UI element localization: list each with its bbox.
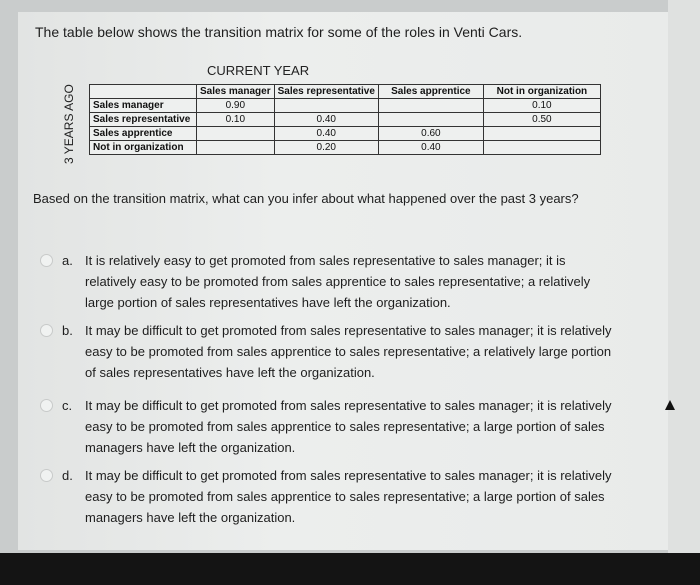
- radio-button[interactable]: [40, 254, 53, 267]
- column-axis-title: CURRENT YEAR: [207, 63, 310, 78]
- table-header-row: [90, 85, 601, 99]
- cell: [378, 99, 483, 113]
- option-text: It may be difficult to get promoted from sales representative to sales manager; it is relatively easy to be promoted from sales apprentice to sales representative; a relatively large portion of sales representatives have left the organization.: [85, 323, 612, 380]
- background-edge: [668, 0, 700, 555]
- cell: 0.40: [378, 141, 483, 155]
- option-letter: b.: [62, 323, 73, 338]
- transition-matrix: [89, 84, 601, 155]
- intro-text: The table below shows the transition matrix for some of the roles in Venti Cars.: [35, 24, 523, 40]
- option-text: It may be difficult to get promoted from sales representative to sales manager; it is relatively easy to be promoted from sales apprentice to sales representative; a large portion of sales managers have left the organization.: [85, 468, 612, 525]
- option-text: It is relatively easy to get promoted from sales representative to sales manager; it is relatively easy to be promoted from sales apprentice to sales representative; a relatively large portion of sales representatives have left the organization.: [85, 253, 591, 310]
- row-label: Sales manager: [90, 99, 197, 113]
- cell: 0.90: [197, 99, 275, 113]
- row-axis-title: 3 YEARS AGO: [62, 84, 76, 164]
- cell: 0.50: [483, 113, 600, 127]
- cell: 0.40: [274, 113, 378, 127]
- cell: [483, 141, 600, 155]
- option-letter: d.: [62, 468, 73, 483]
- radio-button[interactable]: [40, 469, 53, 482]
- cell: 0.40: [274, 127, 378, 141]
- column-header: Not in organization: [483, 85, 600, 99]
- column-header: Sales apprentice: [378, 85, 483, 99]
- corner-cell: [90, 85, 197, 99]
- cell: [378, 113, 483, 127]
- question-text: Based on the transition matrix, what can you infer about what happened over the past 3 years?: [33, 191, 579, 206]
- option-text: It may be difficult to get promoted from sales representative to sales manager; it is relatively easy to be promoted from sales apprentice to sales representative; a large portion of sales managers have left the organization.: [85, 398, 612, 455]
- cell: [197, 141, 275, 155]
- table-row: [90, 127, 601, 141]
- mouse-cursor-icon: [665, 400, 675, 410]
- row-label: Sales apprentice: [90, 127, 197, 141]
- cell: [274, 99, 378, 113]
- table-row: [90, 113, 601, 127]
- row-label: Not in organization: [90, 141, 197, 155]
- cell: [197, 127, 275, 141]
- radio-button[interactable]: [40, 324, 53, 337]
- cell: 0.20: [274, 141, 378, 155]
- column-header: Sales manager: [197, 85, 275, 99]
- table-row: [90, 141, 601, 155]
- screen-bezel: [0, 553, 700, 585]
- cell: 0.10: [197, 113, 275, 127]
- option-letter: c.: [62, 398, 73, 413]
- option-letter: a.: [62, 253, 73, 268]
- row-label: Sales representative: [90, 113, 197, 127]
- table-row: [90, 99, 601, 113]
- cell: [483, 127, 600, 141]
- cell: 0.60: [378, 127, 483, 141]
- cell: 0.10: [483, 99, 600, 113]
- radio-button[interactable]: [40, 399, 53, 412]
- column-header: Sales representative: [274, 85, 378, 99]
